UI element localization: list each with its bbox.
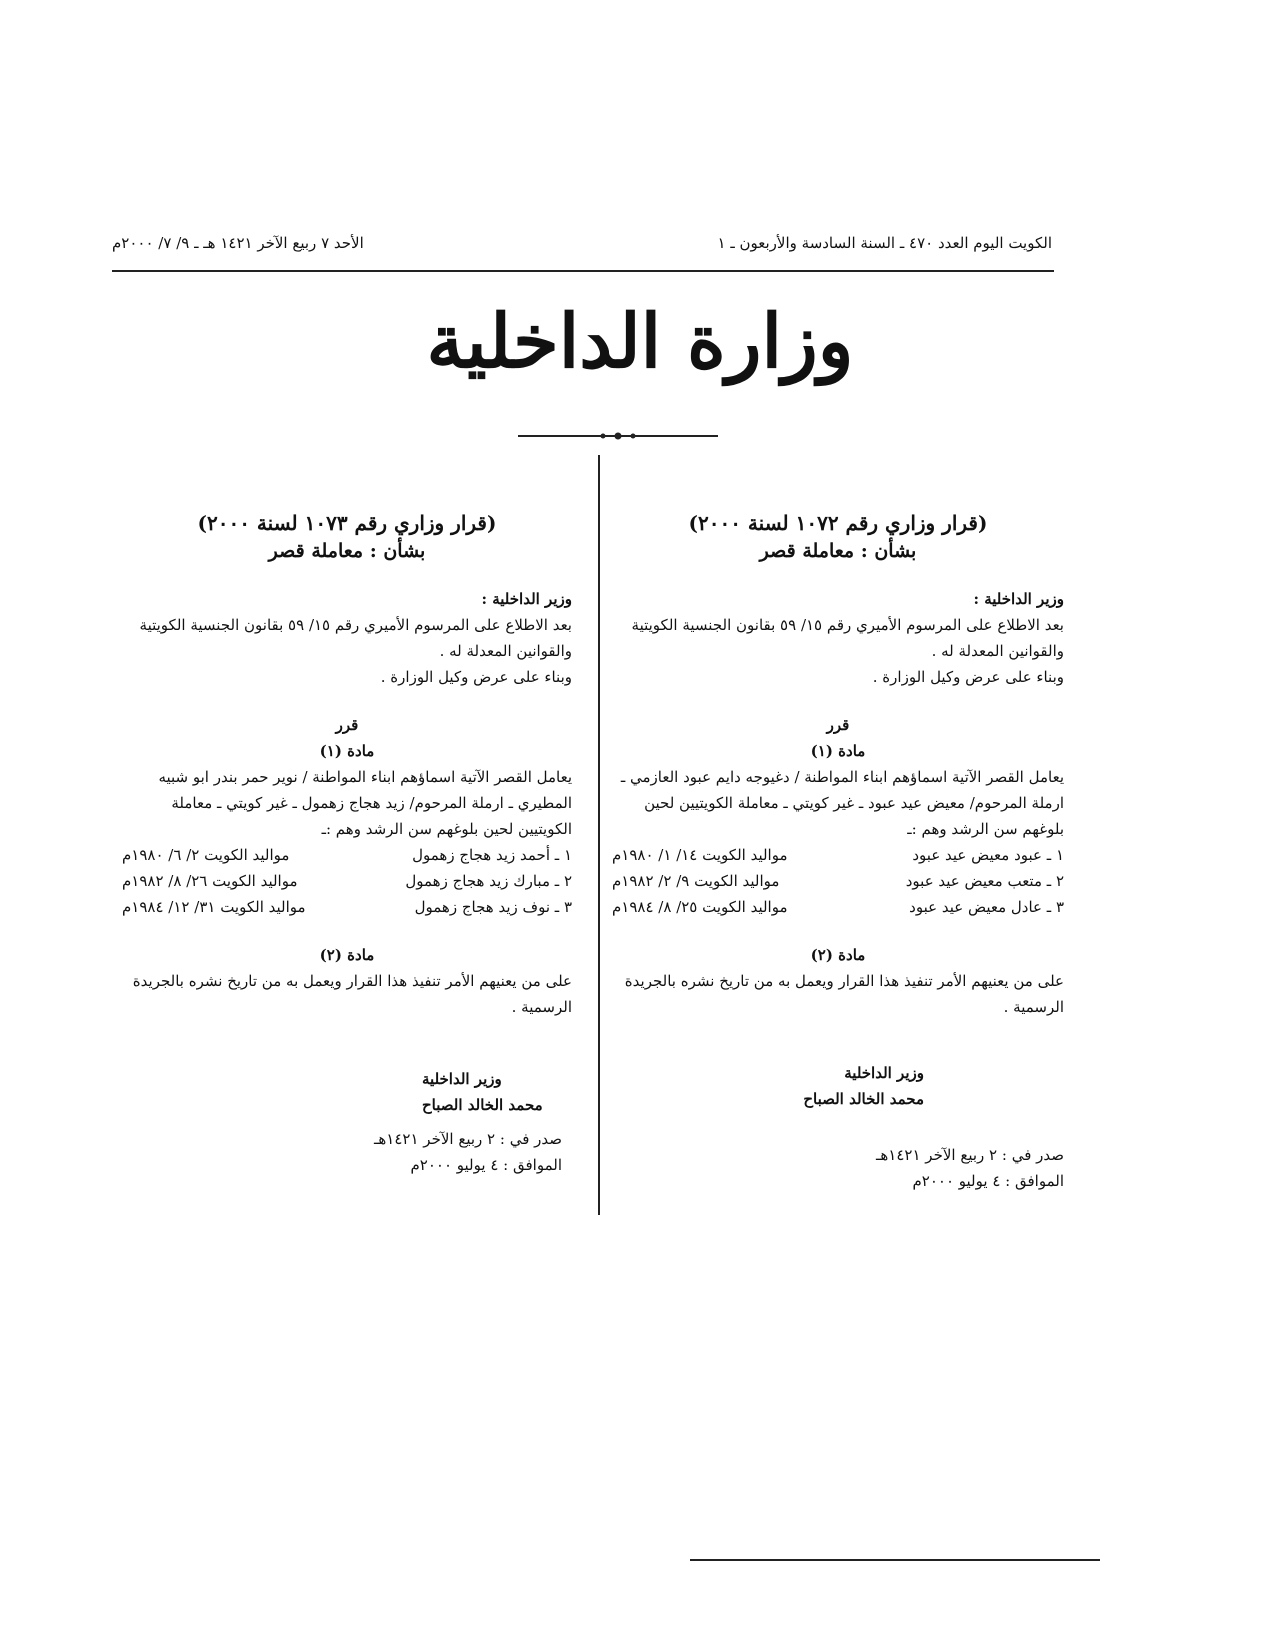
person-row	[612, 842, 1064, 868]
person-name: ٣ ـ نوف زيد هجاج زهمول	[414, 898, 572, 916]
person-name: ٢ ـ مبارك زيد هجاج زهمول	[405, 872, 572, 890]
minister-heading: وزير الداخلية :	[481, 590, 572, 608]
decree-title: (قرار وزاري رقم ١٠٧٢ لسنة ٢٠٠٠)	[688, 511, 988, 535]
issued-date: صدر في : ٢ ربيع الآخر ١٤٢١هـ	[875, 1146, 1064, 1164]
preamble-1: بعد الاطلاع على المرسوم الأميري رقم ١٥/ ٥٩ بقانون الجنسية الكويتية والقوانين المعدلة له .	[139, 616, 572, 660]
decided-label: قرر	[826, 716, 850, 734]
person-name: ١ ـ عبود معيض عيد عبود	[912, 846, 1064, 864]
decree-1073	[122, 508, 572, 1178]
article-1-heading: مادة (١)	[810, 742, 866, 760]
person-birth: مواليد الكويت ٣١/ ١٢/ ١٩٨٤م	[122, 898, 306, 916]
signature-name: محمد الخالد الصباح	[422, 1096, 543, 1114]
article-1-text: يعامل القصر الآتية اسماؤهم ابناء المواطنة / نوير حمر بندر ابو شبيه المطيري ـ ارملة المرحوم/ زيد هجاج زهمول ـ غير كويتي ـ معاملة الكويتيين لحين بلوغهم سن الرشد وهم :ـ	[158, 768, 572, 838]
article-2-text: على من يعنيهم الأمر تنفيذ هذا القرار ويعمل به من تاريخ نشره بالجريدة الرسمية .	[624, 972, 1064, 1016]
person-name: ١ ـ أحمد زيد هجاج زهمول	[412, 846, 572, 864]
person-row	[122, 894, 572, 920]
decree-1072	[612, 508, 1064, 1194]
article-2-text: على من يعنيهم الأمر تنفيذ هذا القرار ويعمل به من تاريخ نشره بالجريدة الرسمية .	[132, 972, 572, 1016]
issued-date: صدر في : ٢ ربيع الآخر ١٤٢١هـ	[373, 1130, 562, 1148]
person-birth: مواليد الكويت ٢٦/ ٨/ ١٩٨٢م	[122, 872, 298, 890]
decree-subject: بشأن : معاملة قصر	[268, 540, 426, 562]
person-name: ٢ ـ متعب معيض عيد عبود	[905, 872, 1064, 890]
header-rule	[112, 270, 1054, 272]
ministry-title: وزارة الداخلية	[426, 299, 854, 385]
person-birth: مواليد الكويت ٩/ ٢/ ١٩٨٢م	[612, 872, 780, 890]
person-name: ٣ ـ عادل معيض عيد عبود	[909, 898, 1064, 916]
article-2-heading: مادة (٢)	[810, 946, 866, 964]
corresponding-date: الموافق : ٤ يوليو ٢٠٠٠م	[912, 1172, 1064, 1190]
person-row	[122, 842, 572, 868]
header-date: الأحد ٧ ربيع الآخر ١٤٢١ هـ ـ ٩/ ٧/ ٢٠٠٠م	[112, 234, 364, 252]
corresponding-date: الموافق : ٤ يوليو ٢٠٠٠م	[410, 1156, 562, 1174]
article-2-heading: مادة (٢)	[319, 946, 375, 964]
person-birth: مواليد الكويت ٢٥/ ٨/ ١٩٨٤م	[612, 898, 788, 916]
article-1-text: يعامل القصر الآتية اسماؤهم ابناء المواطنة / دغيوجه دايم عبود العازمي ـ ارملة المرحوم/ معيض عيد عبود ـ غير كويتي ـ معاملة الكويتيين لحين بلوغهم سن الرشد وهم :ـ	[620, 768, 1064, 838]
person-birth: مواليد الكويت ٢/ ٦/ ١٩٨٠م	[122, 846, 290, 864]
person-row	[612, 868, 1064, 894]
preamble-1: بعد الاطلاع على المرسوم الأميري رقم ١٥/ ٥٩ بقانون الجنسية الكويتية والقوانين المعدلة له .	[631, 616, 1064, 660]
decree-title: (قرار وزاري رقم ١٠٧٣ لسنة ٢٠٠٠)	[197, 511, 497, 535]
decree-subject: بشأن : معاملة قصر	[759, 540, 917, 562]
preamble-2: وبناء على عرض وكيل الوزارة .	[872, 668, 1064, 686]
article-1-heading: مادة (١)	[319, 742, 375, 760]
header-issue-info: الكويت اليوم العدد ٤٧٠ ـ السنة السادسة والأربعون ـ ١	[717, 234, 1052, 252]
decided-label: قرر	[335, 716, 359, 734]
column-divider	[598, 455, 600, 1215]
signature-title: وزير الداخلية	[422, 1070, 502, 1088]
person-row	[612, 894, 1064, 920]
person-birth: مواليد الكويت ١٤/ ١/ ١٩٨٠م	[612, 846, 788, 864]
minister-heading: وزير الداخلية :	[973, 590, 1064, 608]
person-row	[122, 868, 572, 894]
ornament-divider	[518, 428, 718, 444]
footer-rule	[690, 1559, 1100, 1561]
signature-title: وزير الداخلية	[844, 1064, 924, 1082]
signature-name: محمد الخالد الصباح	[803, 1090, 924, 1108]
preamble-2: وبناء على عرض وكيل الوزارة .	[380, 668, 572, 686]
